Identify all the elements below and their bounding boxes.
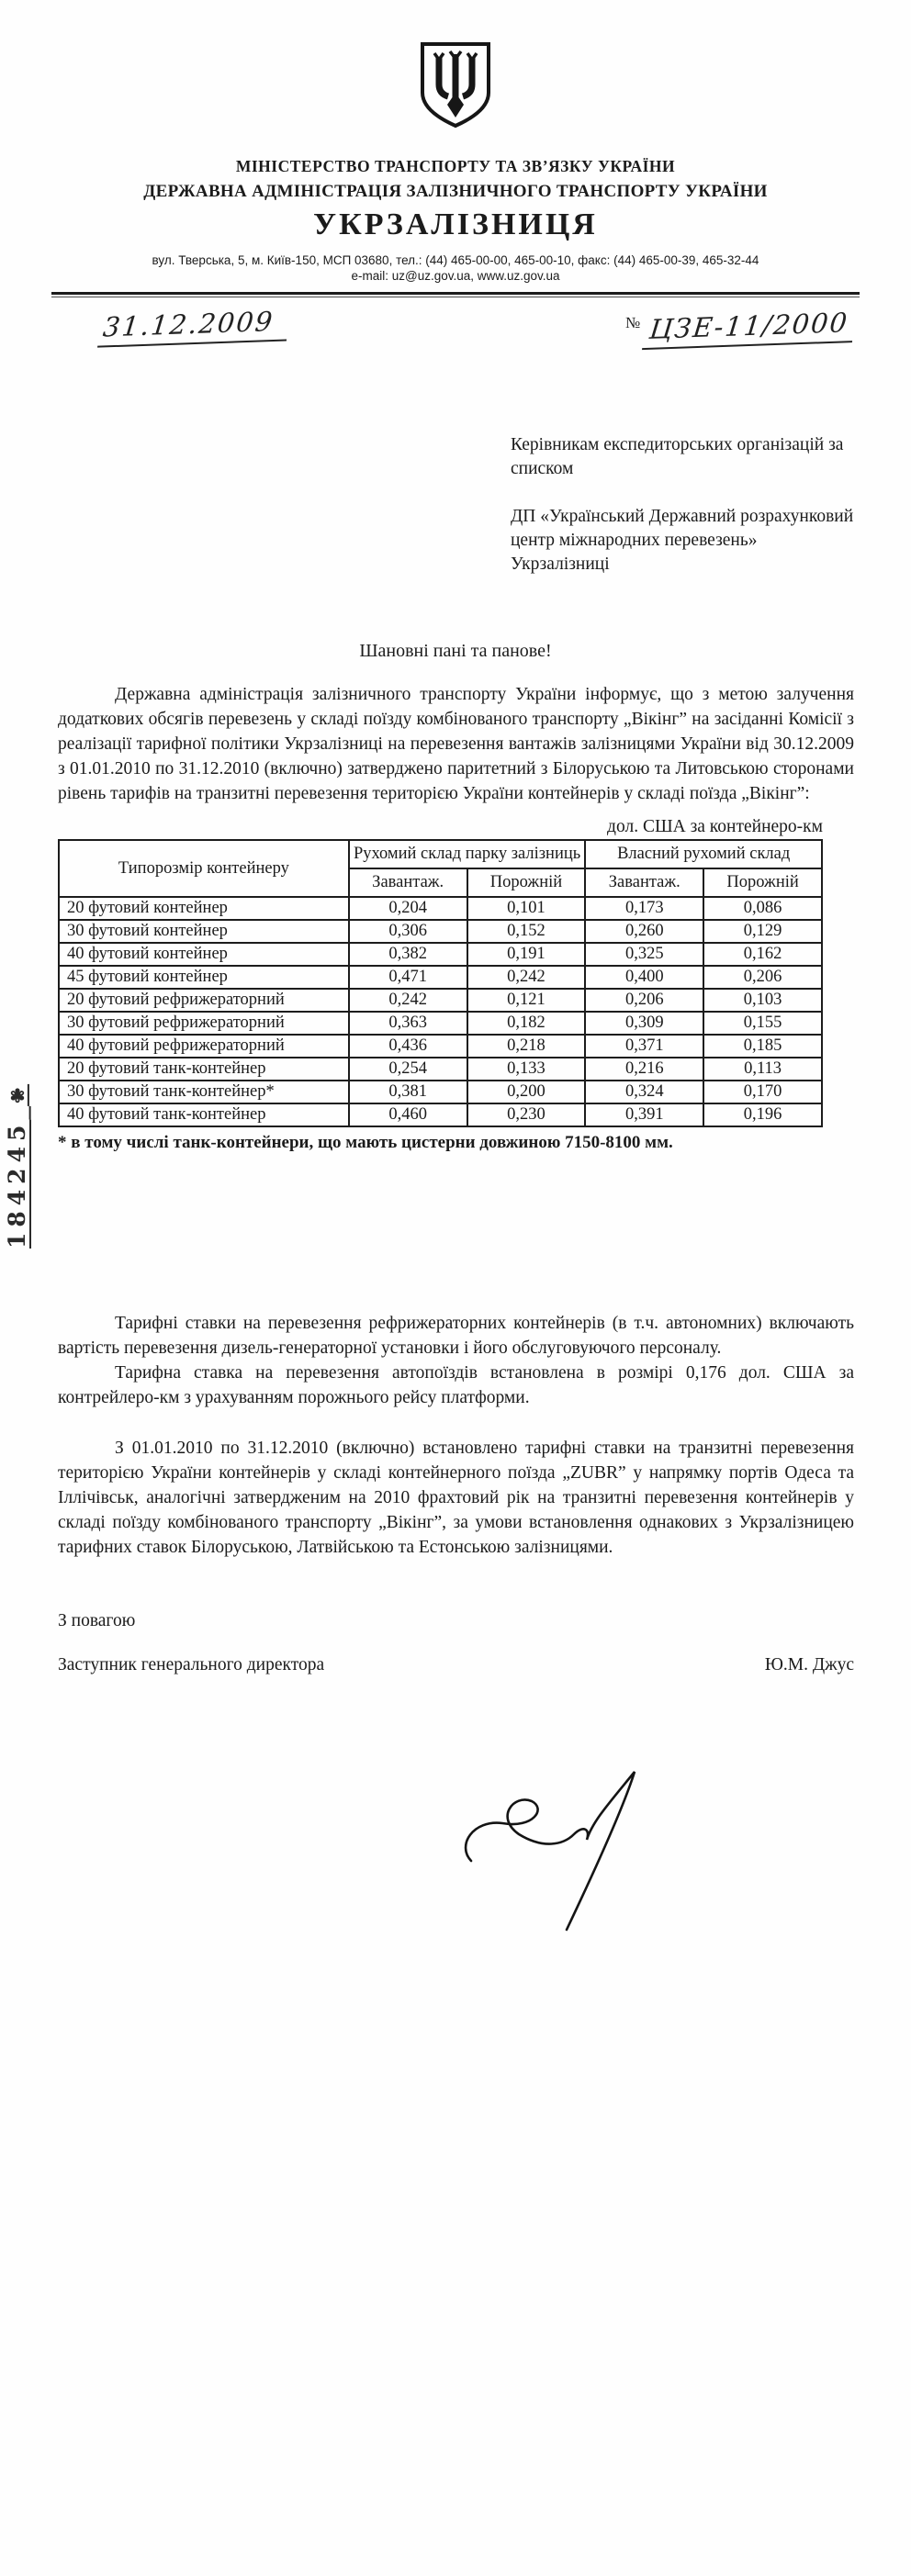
handwritten-date: 31.12.2009: [97, 305, 290, 347]
table-row: [59, 989, 822, 1012]
number-sign-label: №: [624, 314, 641, 331]
rate-cell: 0,173: [585, 897, 703, 920]
rate-cell: 0,133: [467, 1058, 586, 1081]
rate-cell: 0,101: [467, 897, 586, 920]
recipient-line-2: ДП «Український Державний розрахунковий центр міжнародних перевезень» Укрзалізниці: [511, 507, 854, 574]
organization-name: УКРЗАЛІЗНИЦЯ: [313, 207, 598, 241]
container-type-cell: 30 футовий контейнер: [59, 920, 349, 943]
handwritten-number: ЦЗЕ-11/2000: [642, 307, 856, 350]
rate-cell: 0,216: [585, 1058, 703, 1081]
tariff-table-header: [59, 840, 822, 897]
rate-cell: 0,306: [349, 920, 467, 943]
letterhead: [0, 41, 911, 283]
body-paragraph-2: Тарифні ставки на перевезення рефрижераторних контейнерів (в т.ч. автономних) включають вартість перевезення дизель-генераторної установки і його обслуговуючого персоналу.: [58, 1314, 854, 1358]
body-paragraph-4: З 01.01.2010 по 31.12.2010 (включно) встановлено тарифні ставки на транзитні перевезення територією України контейнерів у складі контейнерного поїзда „ZUBR” у напрямку портів Одеса та Іллічівськ, аналогічні затвердженим на 2010 фрахтовий рік на транзитні перевезення контейнерів у складі поїзду комбінованого транспорту „Вікінг”, за умови встановлення однакових з Укрзалізницею тарифних ставок Білоруською, Латвійською та Естонською залізницями.: [58, 1439, 854, 1557]
rate-cell: 0,113: [703, 1058, 822, 1081]
rate-cell: 0,391: [585, 1103, 703, 1126]
table-footnote: * в тому числі танк-контейнери, що мають цистерни довжиною 7150-8100 мм.: [58, 1133, 673, 1152]
rate-cell: 0,086: [703, 897, 822, 920]
body-paragraph-3: Тарифна ставка на перевезення автопоїздів встановлена в розмірі 0,176 дол. США за контрейлеро-км з урахуванням порожнього рейсу платформи.: [58, 1363, 854, 1407]
recipient-line-1: Керівникам експедиторських організацій за списком: [511, 435, 844, 478]
tariff-table: [58, 839, 823, 1127]
rate-cell: 0,382: [349, 943, 467, 966]
table-row: [59, 966, 822, 989]
table-row: [59, 943, 822, 966]
rate-cell: 0,371: [585, 1035, 703, 1058]
table-unit-label: дол. США за контейнеро-км: [607, 817, 823, 836]
rate-cell: 0,121: [467, 989, 586, 1012]
column-group-railway-stock: Рухомий склад парку залізниць: [349, 840, 586, 868]
rate-cell: 0,324: [585, 1081, 703, 1103]
rate-cell: 0,152: [467, 920, 586, 943]
rate-cell: 0,206: [703, 966, 822, 989]
signature-row: [58, 1655, 854, 1675]
subheader-loaded-2: Завантаж.: [585, 868, 703, 897]
container-type-cell: 30 футовий танк-контейнер*: [59, 1081, 349, 1103]
postal-address-line: вул. Тверська, 5, м. Київ-150, МСП 03680, тел.: (44) 465-00-00, 465-00-10, факс: (44) 465-00-39, 465-32-44: [152, 253, 759, 267]
table-row: [59, 1103, 822, 1126]
rate-cell: 0,254: [349, 1058, 467, 1081]
tariff-table-body: [59, 897, 822, 1126]
subheader-empty-1: Порожній: [467, 868, 586, 897]
table-row: [59, 1081, 822, 1103]
signer-name: Ю.М. Джус: [764, 1655, 854, 1674]
body-paragraph-1: Державна адміністрація залізничного транспорту України інформує, що з метою залучення додаткових обсягів перевезень у складі поїзду комбінованого транспорту „Вікінг” на засіданні Комісії з реалізації тарифної політики Укрзалізниці на перевезення вантажів залізницями України від 30.12.2009 з 01.01.2010 по 31.12.2010 (включно) затверджено паритетний з Білоруською та Литовською сторонами рівень тарифів на транзитні перевезення територією України контейнерів у складі поїзда „Вікінг”:: [58, 685, 854, 803]
rate-cell: 0,185: [703, 1035, 822, 1058]
reference-row: [51, 303, 860, 364]
rate-cell: 0,381: [349, 1081, 467, 1103]
table-row: [59, 897, 822, 920]
rate-cell: 0,309: [585, 1012, 703, 1035]
rate-cell: 0,242: [349, 989, 467, 1012]
rate-cell: 0,218: [467, 1035, 586, 1058]
container-type-cell: 20 футовий рефрижераторний: [59, 989, 349, 1012]
rate-cell: 0,200: [467, 1081, 586, 1103]
rate-cell: 0,400: [585, 966, 703, 989]
rate-cell: 0,182: [467, 1012, 586, 1035]
column-header-container-type: Типорозмір контейнеру: [59, 840, 349, 897]
rate-cell: 0,436: [349, 1035, 467, 1058]
table-row: [59, 1035, 822, 1058]
table-row: [59, 1012, 822, 1035]
container-type-cell: 20 футовий контейнер: [59, 897, 349, 920]
container-type-cell: 20 футовий танк-контейнер: [59, 1058, 349, 1081]
rate-cell: 0,471: [349, 966, 467, 989]
rate-cell: 0,325: [585, 943, 703, 966]
rate-cell: 0,103: [703, 989, 822, 1012]
rate-cell: 0,155: [703, 1012, 822, 1035]
rate-cell: 0,460: [349, 1103, 467, 1126]
rate-cell: 0,162: [703, 943, 822, 966]
closing-regards: З повагою: [58, 1611, 136, 1630]
rate-cell: 0,129: [703, 920, 822, 943]
rate-cell: 0,230: [467, 1103, 586, 1126]
column-group-own-stock: Власний рухомий склад: [585, 840, 822, 868]
container-type-cell: 40 футовий танк-контейнер: [59, 1103, 349, 1126]
ministry-name: МІНІСТЕРСТВО ТРАНСПОРТУ ТА ЗВ’ЯЗКУ УКРАЇНИ: [235, 157, 676, 175]
registration-stamp: [4, 1047, 30, 1249]
rate-cell: 0,260: [585, 920, 703, 943]
rate-cell: 0,204: [349, 897, 467, 920]
rate-cell: 0,170: [703, 1081, 822, 1103]
rate-cell: 0,206: [585, 989, 703, 1012]
handwritten-signature: [455, 1764, 684, 1939]
letterhead-divider: [51, 292, 860, 297]
salutation: Шановні пані та панове!: [359, 641, 552, 661]
recipient-block: [511, 433, 860, 577]
rate-cell: 0,191: [467, 943, 586, 966]
container-type-cell: 30 футовий рефрижераторний: [59, 1012, 349, 1035]
email-website-line: e-mail: uz@uz.gov.ua, www.uz.gov.ua: [351, 269, 560, 283]
signer-title: Заступник генерального директора: [58, 1655, 325, 1674]
outgoing-number: [624, 307, 854, 346]
ukraine-coat-of-arms-icon: [417, 41, 494, 129]
rate-cell: 0,242: [467, 966, 586, 989]
stamp-number: 184245: [4, 1119, 30, 1249]
table-row: [59, 1058, 822, 1081]
table-row: [59, 920, 822, 943]
subheader-loaded-1: Завантаж.: [349, 868, 467, 897]
subheader-empty-2: Порожній: [703, 868, 822, 897]
container-type-cell: 45 футовий контейнер: [59, 966, 349, 989]
container-type-cell: 40 футовий рефрижераторний: [59, 1035, 349, 1058]
container-type-cell: 40 футовий контейнер: [59, 943, 349, 966]
stamp-flower-icon: ✾: [6, 1083, 28, 1106]
administration-name: ДЕРЖАВНА АДМІНІСТРАЦІЯ ЗАЛІЗНИЧНОГО ТРАНСПОРТУ УКРАЇНИ: [143, 182, 768, 201]
rate-cell: 0,363: [349, 1012, 467, 1035]
rate-cell: 0,196: [703, 1103, 822, 1126]
